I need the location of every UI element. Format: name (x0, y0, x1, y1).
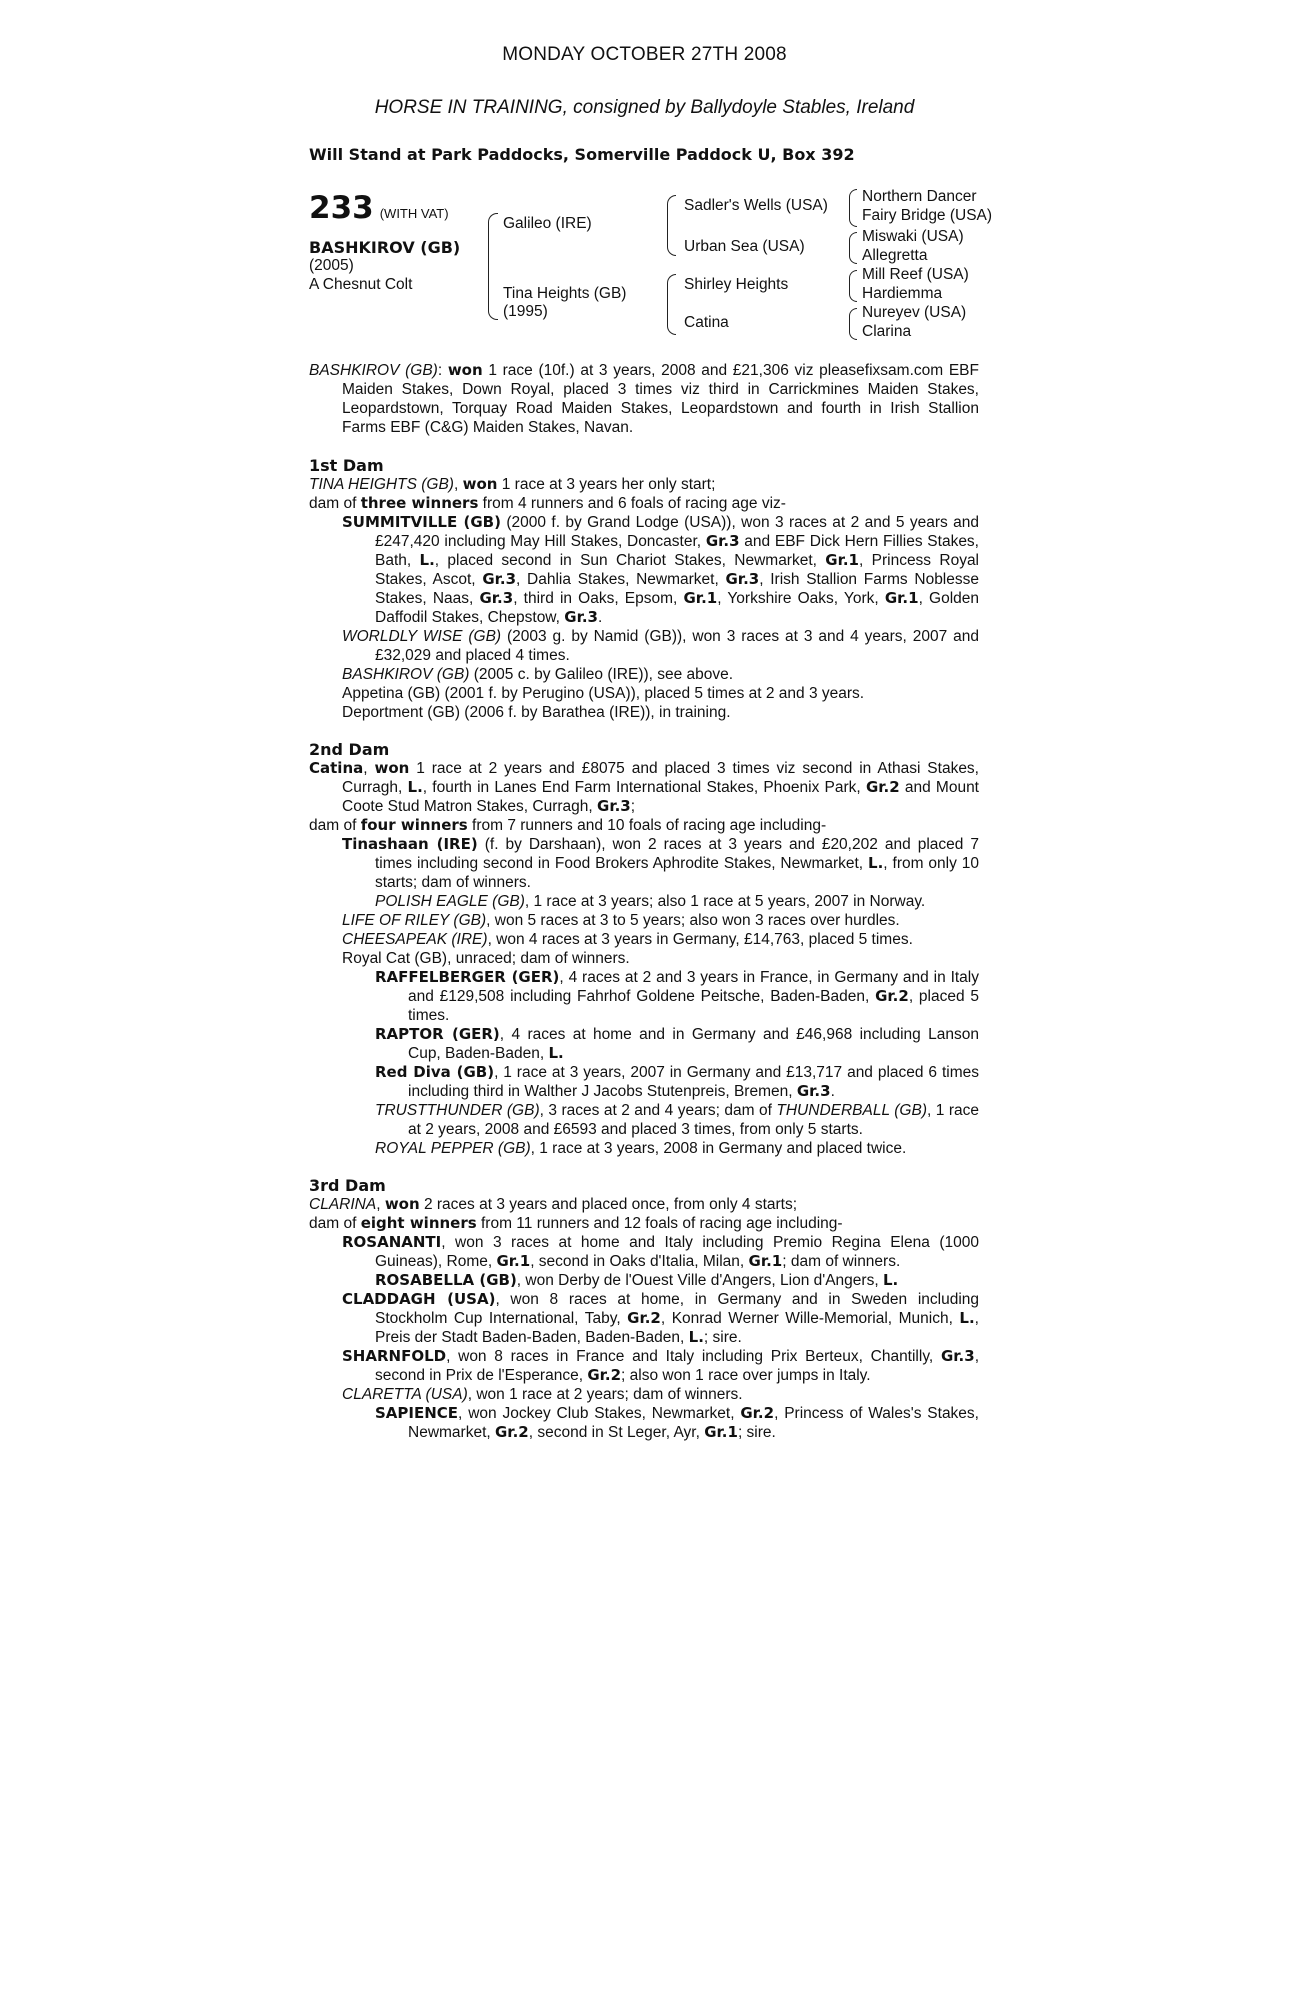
pedigree-sire: Galileo (IRE) (503, 215, 592, 232)
horse-year: (2005) (309, 257, 354, 274)
sale-date: MONDAY OCTOBER 27TH 2008 (502, 44, 787, 65)
dam-record: Catina, won 1 race at 2 years and £8075 and placed 3 times viz second in Athasi Stakes, Curragh, L., fourth in Lanes End Farm International Stakes, Phoenix Park, Gr.2 and Mount Coote Stud Matron Stakes, Curragh, Gr.3; (309, 759, 979, 815)
dam-record: TINA HEIGHTS (GB), won 1 race at 3 years her only start; (309, 475, 716, 493)
pedigree-dam-year: (1995) (503, 303, 548, 320)
produce-entry: ROYAL PEPPER (GB), 1 race at 3 years, 2008 in Germany and placed twice. (375, 1140, 907, 1157)
produce-entry: ROSABELLA (GB), won Derby de l'Ouest Ville d'Angers, Lion d'Angers, L. (375, 1271, 899, 1289)
pedigree-brace (667, 195, 676, 256)
dam-record: CLARINA, won 2 races at 3 years and placed once, from only 4 starts; (309, 1195, 798, 1213)
produce-entry: Appetina (GB) (2001 f. by Perugino (USA)), placed 5 times at 2 and 3 years. (342, 685, 865, 702)
produce-entry: RAPTOR (GER), 4 races at home and in Germany and £46,968 including Lanson Cup, Baden-Baden, L. (375, 1025, 979, 1062)
produce-entry: Red Diva (GB), 1 race at 3 years, 2007 in Germany and £13,717 and placed 6 times including third in Walther J Jacobs Stutenpreis, Bremen, Gr.3. (375, 1063, 979, 1100)
stand-location: Will Stand at Park Paddocks, Somerville Paddock U, Box 392 (309, 145, 855, 164)
race-record-text: BASHKIROV (GB): won 1 race (10f.) at 3 years, 2008 and £21,306 viz pleasefixsam.com EBF Maiden Stakes, Down Royal, placed 3 times viz third in Carrickmines Maiden Stakes, Leopardstown, Torquay Road Maiden Stakes, Leopardstown and fourth in Irish Stallion Farms EBF (C&G) Maiden Stakes, Navan. (309, 361, 979, 436)
produce-entry: ROSANANTI, won 3 races at home and Italy including Premio Regina Elena (1000 Guineas), Rome, Gr.1, second in Oaks d'Italia, Milan, Gr.1; dam of winners. (342, 1233, 979, 1270)
section-heading: 1st Dam (309, 456, 384, 475)
pedigree-brace (849, 232, 857, 264)
vat-label: (WITH VAT) (379, 206, 449, 221)
consignment-line: HORSE IN TRAINING, consigned by Ballydoyle Stables, Ireland (374, 97, 915, 118)
pedigree-sire-dam: Urban Sea (USA) (684, 238, 805, 255)
pedigree-ggp: Nureyev (USA) (862, 304, 967, 321)
pedigree-ggp: Fairy Bridge (USA) (862, 207, 993, 224)
produce-entry: Deportment (GB) (2006 f. by Barathea (IRE)), in training. (342, 704, 731, 721)
pedigree-ggp: Miswaki (USA) (862, 228, 964, 245)
pedigree-ggp: Hardiemma (862, 285, 943, 302)
produce-entry: POLISH EAGLE (GB), 1 race at 3 years; also 1 race at 5 years, 2007 in Norway. (375, 893, 926, 910)
produce-entry: BASHKIROV (GB) (2005 c. by Galileo (IRE)), see above. (342, 666, 734, 683)
dam-produce-summary: dam of four winners from 7 runners and 10 foals of racing age including- (309, 816, 827, 834)
horse-name: BASHKIROV (GB) (309, 238, 461, 257)
section-heading: 3rd Dam (309, 1176, 386, 1195)
pedigree-ggp: Northern Dancer (862, 188, 977, 205)
first-dam-section (309, 456, 979, 722)
lot-number-value: 233 (309, 190, 374, 226)
pedigree-brace (849, 308, 857, 340)
race-record (309, 361, 979, 437)
lot-number (309, 190, 449, 226)
produce-entry: Royal Cat (GB), unraced; dam of winners. (342, 950, 630, 967)
dam-produce-summary: dam of three winners from 4 runners and 6 foals of racing age viz- (309, 494, 786, 512)
produce-entry: SHARNFOLD, won 8 races in France and Italy including Prix Berteux, Chantilly, Gr.3, second in Prix de l'Esperance, Gr.2; also won 1 race over jumps in Italy. (342, 1347, 979, 1384)
pedigree-brace (667, 274, 676, 335)
pedigree-brace (849, 270, 857, 302)
produce-entry: SAPIENCE, won Jockey Club Stakes, Newmarket, Gr.2, Princess of Wales's Stakes, Newmarket, Gr.2, second in St Leger, Ayr, Gr.1; sire. (375, 1404, 979, 1441)
pedigree-ggp: Mill Reef (USA) (862, 266, 969, 283)
pedigree-ggp: Clarina (862, 323, 912, 340)
dam-produce-summary: dam of eight winners from 11 runners and 12 foals of racing age including- (309, 1214, 843, 1232)
produce-entry: Tinashaan (IRE) (f. by Darshaan), won 2 races at 3 years and £20,202 and placed 7 times including second in Food Brokers Aphrodite Stakes, Newmarket, L., from only 10 starts; dam of winners. (342, 835, 980, 891)
pedigree-ggp: Allegretta (862, 247, 928, 264)
horse-description: A Chesnut Colt (309, 276, 413, 293)
pedigree-dam: Tina Heights (GB) (503, 285, 627, 302)
pedigree-brace (488, 213, 498, 320)
pedigree-sire-sire: Sadler's Wells (USA) (684, 197, 828, 214)
third-dam-section (309, 1176, 979, 1442)
produce-entry: LIFE OF RILEY (GB), won 5 races at 3 to 5 years; also won 3 races over hurdles. (342, 912, 900, 929)
produce-entry: SUMMITVILLE (GB) (2000 f. by Grand Lodge (USA)), won 3 races at 2 and 5 years and £247,420 including May Hill Stakes, Doncaster, Gr.3 and EBF Dick Hern Fillies Stakes, Bath, L., placed second in Sun Chariot Stakes, Newmarket, Gr.1, Princess Royal Stakes, Ascot, Gr.3, Dahlia Stakes, Newmarket, Gr.3, Irish Stallion Farms Noblesse Stakes, Naas, Gr.3, third in Oaks, Epsom, Gr.1, Yorkshire Oaks, York, Gr.1, Golden Daffodil Stakes, Chepstow, Gr.3. (342, 513, 980, 626)
pedigree-dam-dam: Catina (684, 314, 729, 331)
produce-entry: WORLDLY WISE (GB) (2003 g. by Namid (GB)), won 3 races at 3 and 4 years, 2007 and £32,029 and placed 4 times. (342, 628, 979, 664)
produce-entry: TRUSTTHUNDER (GB), 3 races at 2 and 4 years; dam of THUNDERBALL (GB), 1 race at 2 years, 2008 and £6593 and placed 3 times, from only 5 starts. (375, 1102, 979, 1138)
produce-entry: CHEESAPEAK (IRE), won 4 races at 3 years in Germany, £14,763, placed 5 times. (342, 931, 913, 948)
second-dam-section (309, 740, 979, 1158)
produce-entry: RAFFELBERGER (GER), 4 races at 2 and 3 years in France, in Germany and in Italy and £129,508 including Fahrhof Goldene Peitsche, Baden-Baden, Gr.2, placed 5 times. (375, 968, 979, 1024)
section-heading: 2nd Dam (309, 740, 390, 759)
pedigree-brace (849, 189, 857, 227)
produce-entry: CLARETTA (USA), won 1 race at 2 years; dam of winners. (342, 1386, 743, 1403)
produce-entry: CLADDAGH (USA), won 8 races at home, in Germany and in Sweden including Stockholm Cup International, Taby, Gr.2, Konrad Werner Wille-Memorial, Munich, L., Preis der Stadt Baden-Baden, Baden-Baden, L.; sire. (342, 1290, 980, 1346)
pedigree-dam-sire: Shirley Heights (684, 276, 789, 293)
